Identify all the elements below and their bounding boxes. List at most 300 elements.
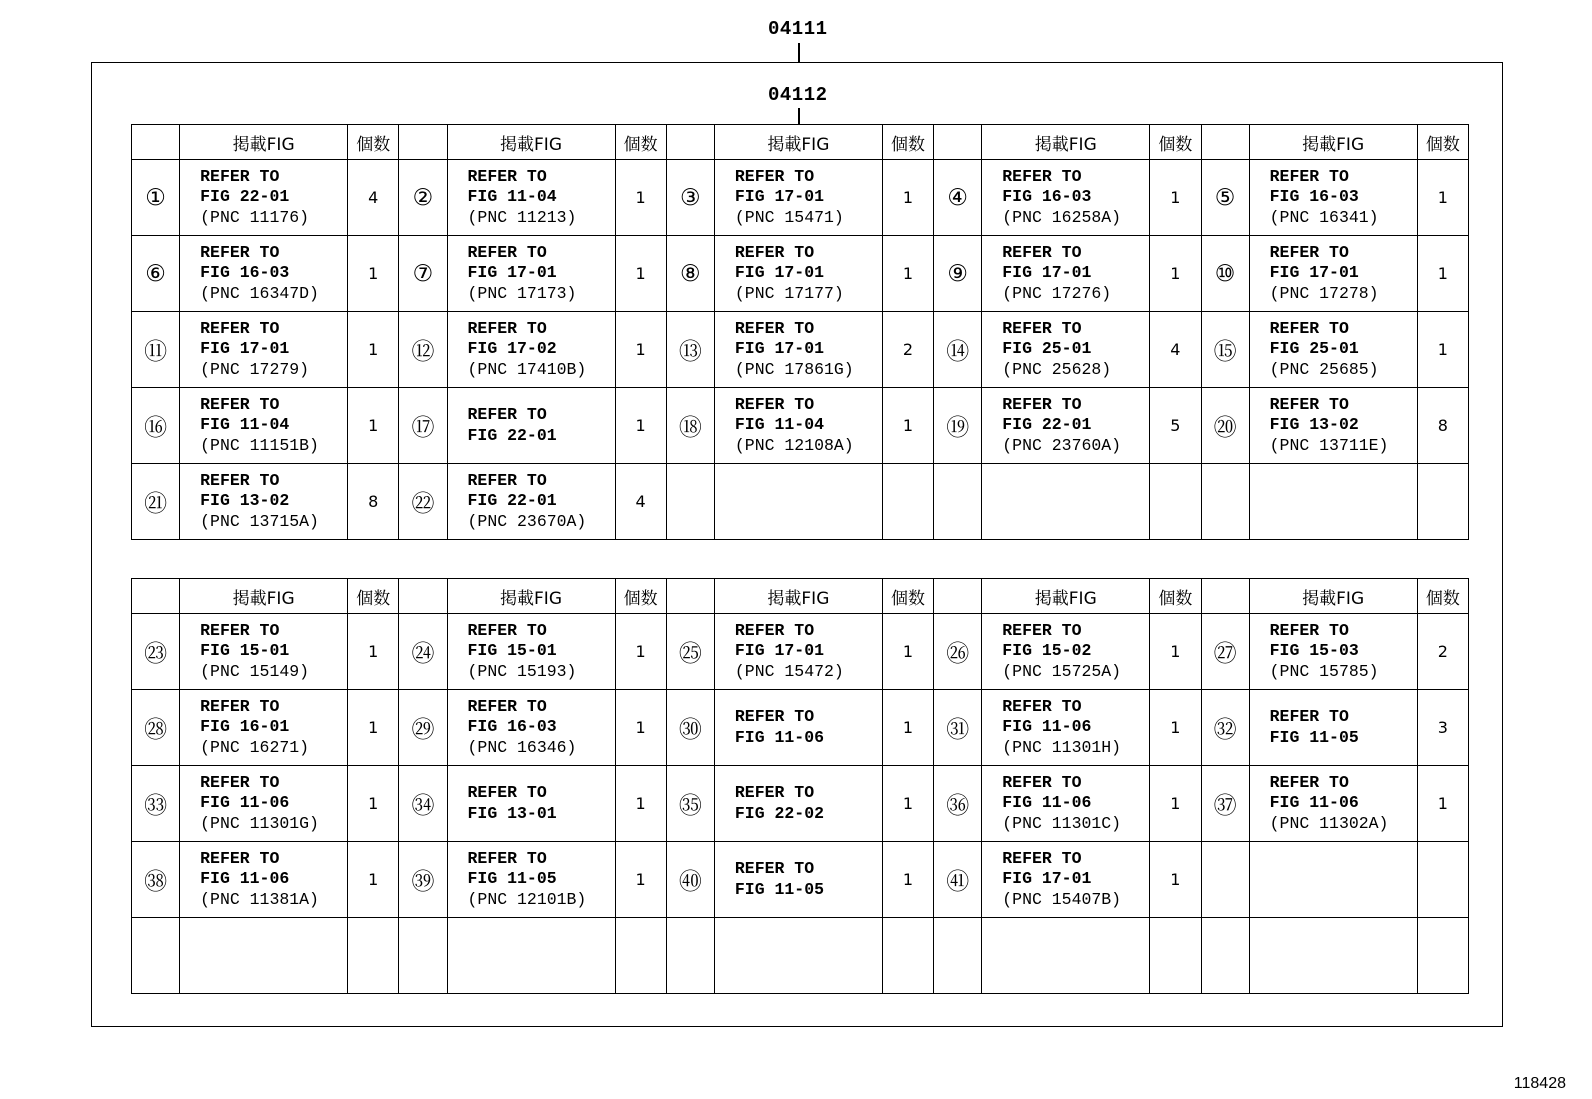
item-number: ㊱ <box>934 766 982 842</box>
quantity: 8 <box>1417 388 1468 464</box>
fig-number: FIG 17-01 <box>734 641 825 661</box>
fig-number: FIG 16-01 <box>200 717 290 737</box>
item-number <box>399 918 447 994</box>
fig-number: FIG 15-01 <box>200 641 290 661</box>
assembly-code-inner: 04112 <box>768 84 828 106</box>
quantity: 1 <box>882 160 933 236</box>
fig-reference <box>714 842 882 918</box>
fig-number: FIG 22-01 <box>467 425 557 445</box>
fig-reference <box>982 766 1150 842</box>
refer-to-text: REFER TO <box>1269 166 1349 186</box>
refer-to-text: REFER TO <box>1002 166 1082 186</box>
fig-number: FIG 11-06 <box>734 727 825 747</box>
fig-number: FIG 11-05 <box>1269 727 1359 747</box>
quantity: 1 <box>1150 766 1201 842</box>
fig-number: FIG 11-06 <box>200 869 290 889</box>
pnc-number: (PNC 15471) <box>734 207 844 227</box>
table-row <box>132 766 1469 842</box>
quantity: 1 <box>1150 690 1201 766</box>
pnc-number: (PNC 11301C) <box>1002 813 1122 833</box>
item-number: ㊵ <box>666 842 714 918</box>
fig-number: FIG 11-06 <box>200 793 290 813</box>
item-number: ㊴ <box>399 842 447 918</box>
fig-reference <box>447 464 615 540</box>
header-fig-col: 掲載FIG <box>982 579 1150 614</box>
header-qty-col: 個数 <box>615 125 666 160</box>
refer-to-text: REFER TO <box>1269 318 1349 338</box>
pnc-number: (PNC 11151B) <box>200 435 319 455</box>
fig-number: FIG 17-01 <box>200 339 290 359</box>
item-number: ⑬ <box>666 312 714 388</box>
fig-number: FIG 13-02 <box>1269 415 1359 435</box>
table-row <box>132 918 1469 994</box>
quantity: 1 <box>348 690 399 766</box>
header-number-col <box>666 579 714 614</box>
fig-number: FIG 11-06 <box>1269 793 1359 813</box>
fig-number: FIG 11-05 <box>734 879 825 899</box>
item-number <box>666 918 714 994</box>
fig-reference <box>180 312 348 388</box>
pnc-number: (PNC 16347D) <box>200 283 319 303</box>
pnc-number: (PNC 23760A) <box>1002 435 1122 455</box>
item-number <box>1201 842 1249 918</box>
fig-number: FIG 11-04 <box>200 415 290 435</box>
table-row <box>132 614 1469 690</box>
quantity: 1 <box>348 388 399 464</box>
item-number: ⑥ <box>132 236 180 312</box>
quantity: 1 <box>882 388 933 464</box>
pnc-number: (PNC 17276) <box>1002 283 1112 303</box>
quantity: 4 <box>348 160 399 236</box>
fig-reference <box>714 918 882 994</box>
pnc-number: (PNC 17410B) <box>467 359 587 379</box>
fig-reference <box>714 312 882 388</box>
fig-number: FIG 25-01 <box>1269 339 1359 359</box>
fig-reference <box>982 918 1150 994</box>
refer-to-text: REFER TO <box>200 848 280 868</box>
header-qty-col: 個数 <box>882 125 933 160</box>
header-qty-col: 個数 <box>1417 125 1468 160</box>
fig-number: FIG 17-01 <box>734 339 825 359</box>
pnc-number: (PNC 11381A) <box>200 889 319 909</box>
quantity: 1 <box>615 690 666 766</box>
quantity: 2 <box>1417 614 1468 690</box>
fig-reference <box>180 464 348 540</box>
quantity: 1 <box>615 614 666 690</box>
item-number <box>132 918 180 994</box>
pnc-number: (PNC 15472) <box>734 661 844 681</box>
fig-number: FIG 11-06 <box>1002 717 1092 737</box>
refer-to-text: REFER TO <box>467 405 547 424</box>
refer-to-text: REFER TO <box>1002 242 1082 262</box>
header-number-col <box>934 579 982 614</box>
fig-number: FIG 13-02 <box>200 491 290 511</box>
fig-number: FIG 15-02 <box>1002 641 1092 661</box>
header-number-col <box>132 125 180 160</box>
fig-reference <box>447 312 615 388</box>
refer-to-text: REFER TO <box>1269 707 1349 726</box>
refer-to-text: REFER TO <box>1269 620 1349 640</box>
refer-to-text: REFER TO <box>1002 318 1082 338</box>
table-row <box>132 690 1469 766</box>
header-fig-col: 掲載FIG <box>982 125 1150 160</box>
item-number: ㊲ <box>1201 766 1249 842</box>
quantity: 1 <box>1417 312 1468 388</box>
pnc-number: (PNC 16271) <box>200 737 310 757</box>
fig-reference <box>447 388 615 464</box>
item-number: ⑧ <box>666 236 714 312</box>
header-fig-col: 掲載FIG <box>714 125 882 160</box>
reference-table-1 <box>131 124 1469 540</box>
pnc-number: (PNC 13715A) <box>200 511 319 531</box>
table-row <box>132 236 1469 312</box>
pnc-number: (PNC 11301G) <box>200 813 319 833</box>
fig-reference <box>1249 388 1417 464</box>
refer-to-text: REFER TO <box>200 166 280 186</box>
item-number: ⑲ <box>934 388 982 464</box>
header-fig-col: 掲載FIG <box>180 125 348 160</box>
fig-reference <box>180 614 348 690</box>
pnc-number: (PNC 15149) <box>200 661 310 681</box>
header-number-col <box>399 579 447 614</box>
pnc-number: (PNC 12101B) <box>467 889 587 909</box>
item-number: ㉚ <box>666 690 714 766</box>
quantity: 1 <box>1150 842 1201 918</box>
refer-to-text: REFER TO <box>467 783 547 802</box>
fig-reference <box>982 388 1150 464</box>
pnc-number: (PNC 17278) <box>1269 283 1379 303</box>
pnc-number: (PNC 11302A) <box>1269 813 1389 833</box>
header-number-col <box>934 125 982 160</box>
item-number: ⑰ <box>399 388 447 464</box>
fig-reference <box>1249 690 1417 766</box>
fig-reference <box>1249 766 1417 842</box>
refer-to-text: REFER TO <box>1002 696 1082 716</box>
refer-to-text: REFER TO <box>1002 394 1082 414</box>
item-number: ⑩ <box>1201 236 1249 312</box>
fig-reference <box>982 236 1150 312</box>
quantity: 1 <box>1150 160 1201 236</box>
fig-reference <box>447 766 615 842</box>
fig-reference <box>447 690 615 766</box>
quantity: 4 <box>1150 312 1201 388</box>
item-number: ㉙ <box>399 690 447 766</box>
item-number: ⑦ <box>399 236 447 312</box>
fig-reference <box>447 614 615 690</box>
item-number: ㉟ <box>666 766 714 842</box>
pnc-number: (PNC 15193) <box>467 661 577 681</box>
quantity <box>882 464 933 540</box>
header-qty-col: 個数 <box>1417 579 1468 614</box>
quantity: 1 <box>882 766 933 842</box>
fig-reference <box>180 918 348 994</box>
refer-to-text: REFER TO <box>1002 848 1082 868</box>
item-number: ③ <box>666 160 714 236</box>
fig-reference <box>180 766 348 842</box>
quantity: 5 <box>1150 388 1201 464</box>
fig-number: FIG 17-01 <box>1002 869 1092 889</box>
figure-id: 118428 <box>1513 1075 1566 1092</box>
quantity <box>1417 842 1468 918</box>
refer-to-text: REFER TO <box>1002 772 1082 792</box>
quantity <box>1417 918 1468 994</box>
pnc-number: (PNC 17177) <box>734 283 844 303</box>
refer-to-text: REFER TO <box>734 166 815 186</box>
fig-number: FIG 11-04 <box>734 415 825 435</box>
fig-reference <box>180 160 348 236</box>
fig-number: FIG 22-02 <box>734 803 825 823</box>
item-number: ㉒ <box>399 464 447 540</box>
fig-number: FIG 16-03 <box>467 717 557 737</box>
quantity: 1 <box>882 842 933 918</box>
refer-to-text: REFER TO <box>734 859 815 878</box>
refer-to-text: REFER TO <box>200 772 280 792</box>
refer-to-text: REFER TO <box>734 620 815 640</box>
item-number: ㊶ <box>934 842 982 918</box>
header-fig-col: 掲載FIG <box>1249 125 1417 160</box>
header-qty-col: 個数 <box>1150 579 1201 614</box>
header-qty-col: 個数 <box>348 125 399 160</box>
fig-reference <box>982 464 1150 540</box>
quantity: 1 <box>882 236 933 312</box>
pnc-number: (PNC 15785) <box>1269 661 1379 681</box>
fig-reference <box>1249 614 1417 690</box>
quantity: 1 <box>615 842 666 918</box>
item-number: ⑤ <box>1201 160 1249 236</box>
refer-to-text: REFER TO <box>467 470 547 490</box>
refer-to-text: REFER TO <box>467 242 547 262</box>
item-number <box>934 464 982 540</box>
refer-to-text: REFER TO <box>200 242 280 262</box>
fig-reference <box>714 614 882 690</box>
quantity: 1 <box>615 388 666 464</box>
refer-to-text: REFER TO <box>1269 394 1349 414</box>
table-header-row <box>132 579 1469 614</box>
quantity: 1 <box>1150 236 1201 312</box>
item-number: ㉗ <box>1201 614 1249 690</box>
fig-reference <box>982 690 1150 766</box>
reference-table-2 <box>131 578 1469 994</box>
pnc-number: (PNC 17861G) <box>734 359 854 379</box>
quantity <box>1150 464 1201 540</box>
fig-reference <box>180 842 348 918</box>
pnc-number: (PNC 12108A) <box>734 435 854 455</box>
quantity: 1 <box>882 614 933 690</box>
fig-reference <box>447 236 615 312</box>
pnc-number: (PNC 11176) <box>200 207 310 227</box>
leader-line-inner <box>798 108 800 124</box>
fig-reference <box>1249 842 1417 918</box>
fig-reference <box>447 918 615 994</box>
fig-number: FIG 16-03 <box>1269 187 1359 207</box>
quantity: 1 <box>882 690 933 766</box>
quantity: 2 <box>882 312 933 388</box>
pnc-number: (PNC 23670A) <box>467 511 587 531</box>
fig-number: FIG 25-01 <box>1002 339 1092 359</box>
fig-reference <box>180 388 348 464</box>
table-row <box>132 312 1469 388</box>
refer-to-text: REFER TO <box>467 166 547 186</box>
item-number: ㉔ <box>399 614 447 690</box>
fig-number: FIG 17-02 <box>467 339 557 359</box>
refer-to-text: REFER TO <box>1002 620 1082 640</box>
fig-number: FIG 15-01 <box>467 641 557 661</box>
item-number: ㉑ <box>132 464 180 540</box>
item-number: ⑫ <box>399 312 447 388</box>
quantity: 8 <box>348 464 399 540</box>
item-number: ⑳ <box>1201 388 1249 464</box>
fig-reference <box>180 690 348 766</box>
header-number-col <box>1201 125 1249 160</box>
fig-reference <box>982 614 1150 690</box>
fig-reference <box>982 160 1150 236</box>
header-fig-col: 掲載FIG <box>447 125 615 160</box>
item-number: ④ <box>934 160 982 236</box>
refer-to-text: REFER TO <box>200 318 280 338</box>
header-number-col <box>1201 579 1249 614</box>
fig-number: FIG 22-01 <box>200 187 290 207</box>
fig-number: FIG 17-01 <box>467 263 557 283</box>
fig-reference <box>1249 160 1417 236</box>
item-number <box>1201 464 1249 540</box>
header-fig-col: 掲載FIG <box>714 579 882 614</box>
quantity: 1 <box>348 842 399 918</box>
quantity: 3 <box>1417 690 1468 766</box>
fig-number: FIG 16-03 <box>200 263 290 283</box>
refer-to-text: REFER TO <box>200 620 280 640</box>
fig-number: FIG 13-01 <box>467 803 557 823</box>
fig-reference <box>714 464 882 540</box>
refer-to-text: REFER TO <box>1269 242 1349 262</box>
item-number: ㉖ <box>934 614 982 690</box>
refer-to-text: REFER TO <box>1269 772 1349 792</box>
pnc-number: (PNC 11301H) <box>1002 737 1122 757</box>
quantity: 1 <box>1417 766 1468 842</box>
pnc-number: (PNC 15407B) <box>1002 889 1122 909</box>
header-number-col <box>132 579 180 614</box>
quantity: 1 <box>615 766 666 842</box>
item-number: ⑮ <box>1201 312 1249 388</box>
fig-reference <box>714 690 882 766</box>
item-number: ⑨ <box>934 236 982 312</box>
quantity: 1 <box>615 236 666 312</box>
quantity: 4 <box>615 464 666 540</box>
header-qty-col: 個数 <box>882 579 933 614</box>
item-number: ② <box>399 160 447 236</box>
item-number: ⑱ <box>666 388 714 464</box>
header-number-col <box>399 125 447 160</box>
refer-to-text: REFER TO <box>467 318 547 338</box>
fig-reference <box>1249 236 1417 312</box>
quantity: 1 <box>348 614 399 690</box>
fig-reference <box>1249 918 1417 994</box>
fig-number: FIG 22-01 <box>467 491 557 511</box>
refer-to-text: REFER TO <box>734 394 815 414</box>
refer-to-text: REFER TO <box>734 707 815 726</box>
quantity: 1 <box>348 312 399 388</box>
fig-number: FIG 16-03 <box>1002 187 1092 207</box>
refer-to-text: REFER TO <box>200 394 280 414</box>
assembly-code-outer: 04111 <box>768 18 828 40</box>
fig-number: FIG 17-01 <box>1002 263 1092 283</box>
pnc-number: (PNC 16346) <box>467 737 577 757</box>
fig-reference <box>447 160 615 236</box>
item-number: ㉛ <box>934 690 982 766</box>
item-number: ㊳ <box>132 842 180 918</box>
fig-reference <box>714 388 882 464</box>
quantity <box>348 918 399 994</box>
pnc-number: (PNC 17279) <box>200 359 310 379</box>
fig-reference <box>1249 312 1417 388</box>
pnc-number: (PNC 11213) <box>467 207 577 227</box>
table-row <box>132 160 1469 236</box>
leader-line-outer <box>798 43 800 63</box>
pnc-number: (PNC 25685) <box>1269 359 1379 379</box>
refer-to-text: REFER TO <box>200 470 280 490</box>
item-number: ㉝ <box>132 766 180 842</box>
refer-to-text: REFER TO <box>467 696 547 716</box>
refer-to-text: REFER TO <box>734 318 815 338</box>
fig-reference <box>982 312 1150 388</box>
item-number <box>934 918 982 994</box>
fig-number: FIG 11-04 <box>467 187 557 207</box>
quantity: 1 <box>348 766 399 842</box>
quantity: 1 <box>1417 236 1468 312</box>
refer-to-text: REFER TO <box>467 848 547 868</box>
header-qty-col: 個数 <box>1150 125 1201 160</box>
pnc-number: (PNC 17173) <box>467 283 577 303</box>
pnc-number: (PNC 25628) <box>1002 359 1112 379</box>
refer-to-text: REFER TO <box>734 242 815 262</box>
fig-number: FIG 17-01 <box>734 263 825 283</box>
table-row <box>132 842 1469 918</box>
item-number: ⑪ <box>132 312 180 388</box>
quantity: 1 <box>348 236 399 312</box>
quantity: 1 <box>1150 614 1201 690</box>
item-number <box>666 464 714 540</box>
item-number: ⑭ <box>934 312 982 388</box>
item-number <box>1201 918 1249 994</box>
header-qty-col: 個数 <box>615 579 666 614</box>
quantity <box>1150 918 1201 994</box>
fig-number: FIG 17-01 <box>1269 263 1359 283</box>
header-fig-col: 掲載FIG <box>1249 579 1417 614</box>
item-number: ㉕ <box>666 614 714 690</box>
quantity: 1 <box>615 160 666 236</box>
pnc-number: (PNC 16258A) <box>1002 207 1122 227</box>
fig-reference <box>714 766 882 842</box>
fig-reference <box>447 842 615 918</box>
pnc-number: (PNC 13711E) <box>1269 435 1389 455</box>
item-number: ㉘ <box>132 690 180 766</box>
fig-number: FIG 11-06 <box>1002 793 1092 813</box>
item-number: ① <box>132 160 180 236</box>
quantity <box>615 918 666 994</box>
fig-reference <box>982 842 1150 918</box>
quantity <box>1417 464 1468 540</box>
quantity: 1 <box>615 312 666 388</box>
table-row <box>132 464 1469 540</box>
table-header-row <box>132 125 1469 160</box>
item-number: ㉜ <box>1201 690 1249 766</box>
header-number-col <box>666 125 714 160</box>
refer-to-text: REFER TO <box>200 696 280 716</box>
header-qty-col: 個数 <box>348 579 399 614</box>
quantity: 1 <box>1417 160 1468 236</box>
pnc-number: (PNC 16341) <box>1269 207 1379 227</box>
header-fig-col: 掲載FIG <box>180 579 348 614</box>
fig-reference <box>1249 464 1417 540</box>
